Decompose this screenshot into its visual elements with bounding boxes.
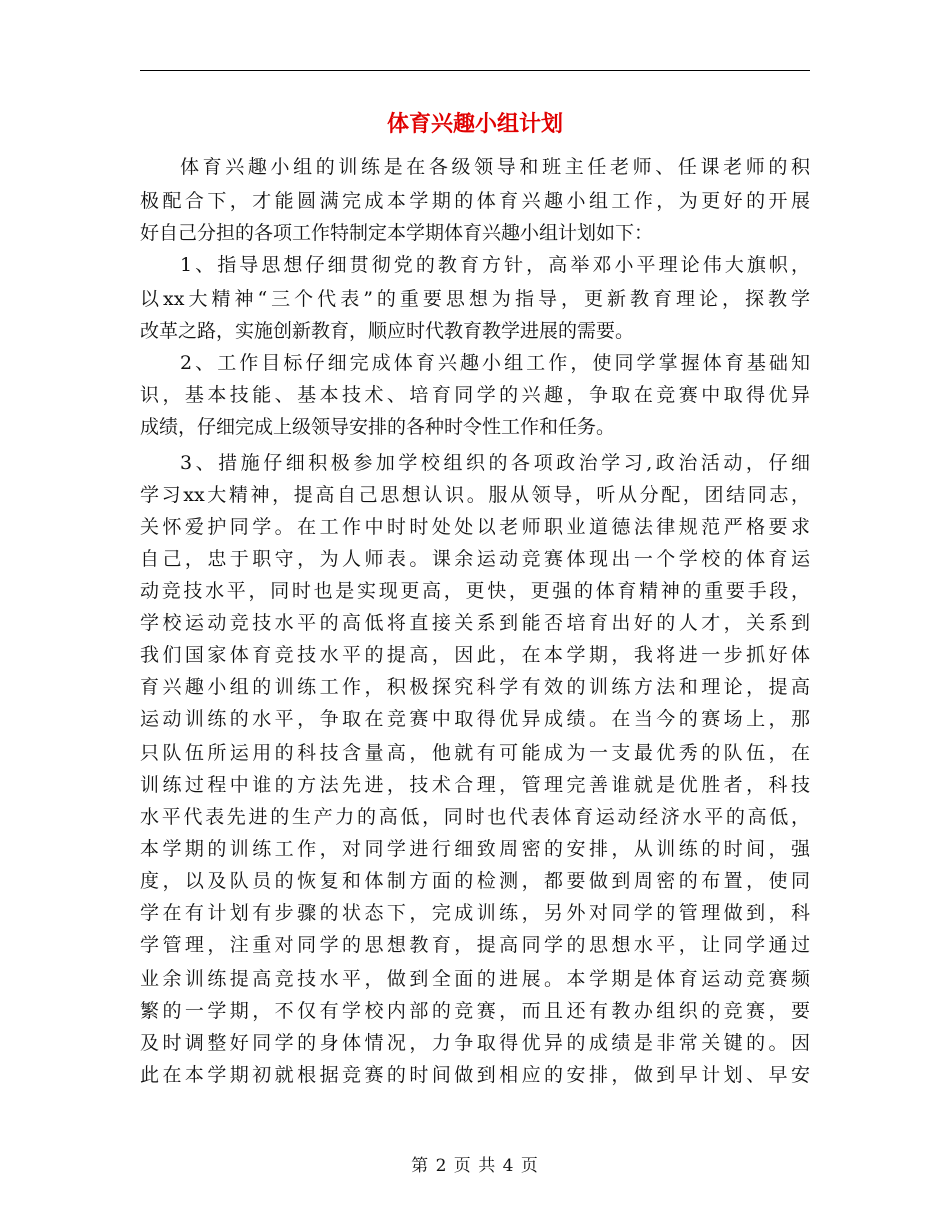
page-footer: 第 2 页 共 4 页 [411,1156,539,1176]
body-line: 以xx大精神“三个代表”的重要思想为指导，更新教育理论，探教学 [140,288,810,310]
body-line: 度，以及队员的恢复和体制方面的检测，都要做到周密的布置，使同 [140,870,810,892]
body-line: 好自己分担的各项工作特制定本学期体育兴趣小组计划如下： [140,222,654,244]
body-line: 及时调整好同学的身体情况，力争取得优异的成绩是非常关键的。因 [140,1032,810,1054]
document-title: 体育兴趣小组计划 [386,111,563,137]
body-line: 极配合下，才能圆满完成本学期的体育兴趣小组工作，为更好的开展 [140,190,810,212]
body-line: 1、指导思想仔细贯彻党的教育方针，高举邓小平理论伟大旗帜， [180,254,810,276]
body-line: 训练过程中谁的方法先进，技术合理，管理完善谁就是优胜者，科技 [140,774,810,796]
body-line: 学习xx大精神，提高自己思想认识。服从领导，听从分配，团结同志， [140,484,810,506]
body-line: 改革之路，实施创新教育，顺应时代教育教学进展的需要。 [140,320,635,342]
body-line: 自己，忠于职守，为人师表。课余运动竞赛体现出一个学校的体育运 [140,548,810,570]
body-line: 关怀爱护同学。在工作中时时处处以老师职业道德法律规范严格要求 [140,516,810,538]
body-line: 此在本学期初就根据竞赛的时间做到相应的安排，做到早计划、早安 [140,1064,810,1086]
body-line: 学在有计划有步骤的状态下，完成训练，另外对同学的管理做到，科 [140,902,810,924]
body-line: 3、措施仔细积极参加学校组织的各项政治学习,政治活动，仔细 [180,452,810,474]
body-line: 我们国家体育竞技水平的提高，因此，在本学期，我将进一步抓好体 [140,644,810,666]
body-line: 本学期的训练工作，对同学进行细致周密的安排，从训练的时间，强 [140,838,810,860]
header-rule [140,70,810,71]
body-line: 识，基本技能、基本技术、培育同学的兴趣，争取在竞赛中取得优异 [140,384,810,406]
body-line: 动竞技水平，同时也是实现更高，更快，更强的体育精神的重要手段， [140,580,810,602]
body-line: 2、工作目标仔细完成体育兴趣小组工作，使同学掌握体育基础知 [180,352,810,374]
body-line: 水平代表先进的生产力的高低，同时也代表体育运动经济水平的高低， [140,806,810,828]
body-line: 运动训练的水平，争取在竞赛中取得优异成绩。在当今的赛场上，那 [140,708,810,730]
body-line: 成绩，仔细完成上级领导安排的各种时令性工作和任务。 [140,416,616,438]
body-line: 只队伍所运用的科技含量高，他就有可能成为一支最优秀的队伍，在 [140,742,810,764]
body-line: 体育兴趣小组的训练是在各级领导和班主任老师、任课老师的积 [180,156,810,178]
body-line: 学校运动竞技水平的高低将直接关系到能否培育出好的人才，关系到 [140,612,810,634]
body-line: 繁的一学期，不仅有学校内部的竞赛，而且还有教办组织的竞赛，要 [140,1000,810,1022]
body-line: 育兴趣小组的训练工作，积极探究科学有效的训练方法和理论，提高 [140,676,810,698]
body-line: 业余训练提高竞技水平，做到全面的进展。本学期是体育运动竞赛频 [140,968,810,990]
body-line: 学管理，注重对同学的思想教育，提高同学的思想水平，让同学通过 [140,934,810,956]
